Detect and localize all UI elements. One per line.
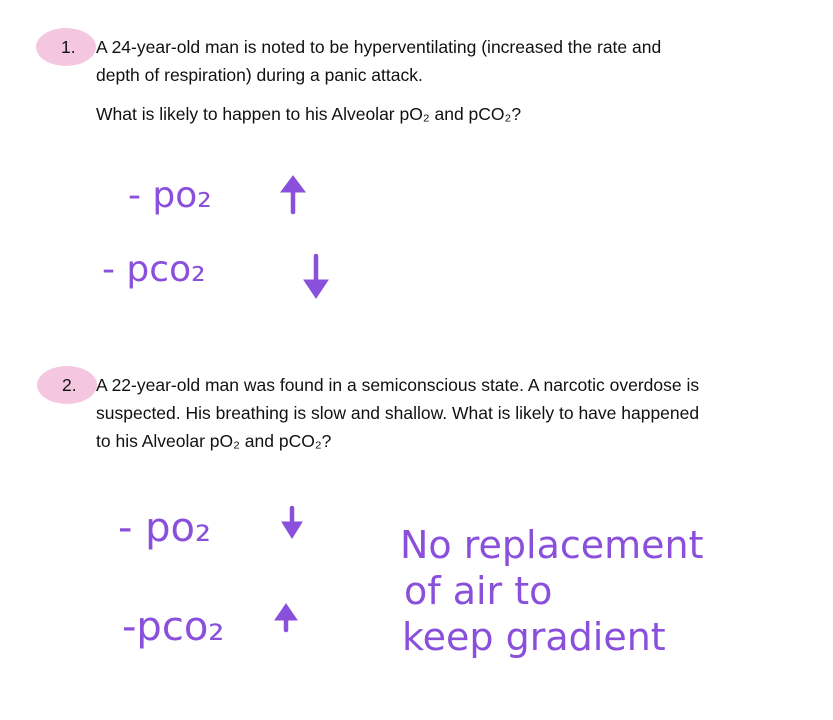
answer-2-note-line-2: of air to	[404, 569, 553, 613]
question-2-line-1: A 22-year-old man was found in a semiconscious state. A narcotic overdose is	[96, 375, 700, 395]
answer-1-po2-up-arrow-icon	[281, 176, 305, 212]
answer-1-pco2	[102, 249, 206, 290]
answer-2-po2-label: - po₂	[118, 505, 212, 551]
answer-2-pco2-up-arrow-icon	[275, 604, 297, 630]
answer-2-note-line-1: No replacement	[400, 523, 704, 567]
answer-1-pco2-label: - pco₂	[102, 249, 206, 290]
question-2-number: 2.	[62, 375, 77, 395]
question-2-line-3: to his Alveolar pO₂ and pCO₂?	[96, 431, 332, 451]
question-1-number: 1.	[61, 37, 76, 57]
answer-2-note	[400, 523, 704, 659]
answer-2-pco2-label: -pco₂	[122, 604, 225, 650]
answer-1-po2-label: - po₂	[128, 175, 212, 216]
question-1-line-1: A 24-year-old man is noted to be hyperventilating (increased the rate and	[96, 37, 662, 57]
question-1-prompt: What is likely to happen to his Alveolar pO₂ and pCO₂?	[96, 104, 522, 124]
answer-2-po2-down-arrow-icon	[282, 508, 302, 538]
answer-2-note-line-3: keep gradient	[402, 615, 666, 659]
answer-1-po2	[128, 175, 212, 216]
answer-1-pco2-down-arrow-icon	[304, 256, 328, 298]
answer-2-po2	[118, 505, 211, 551]
answer-2-pco2	[122, 604, 224, 650]
question-2-line-2: suspected. His breathing is slow and shallow. What is likely to have happened	[96, 403, 700, 423]
question-1-line-2: depth of respiration) during a panic attack.	[96, 65, 423, 85]
